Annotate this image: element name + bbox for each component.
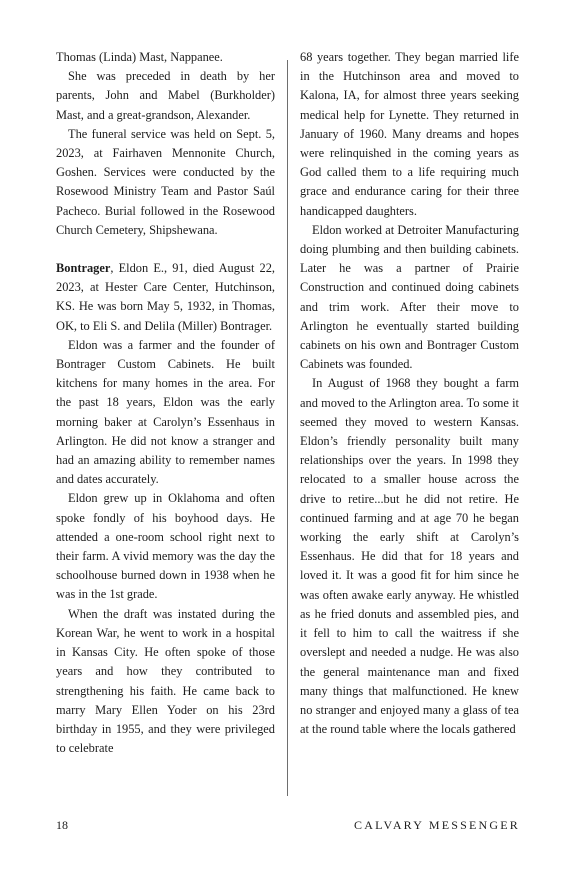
paragraph-funeral-service: The funeral service was held on Sept. 5, 2023, at Fairhaven Mennonite Church, Goshen. Services were conducted by the Rosewood Ministry Team and Pastor Saúl Pacheco. Burial followed in the Rosewood Church Cemetery, Shipshewana. [56, 126, 275, 237]
publication-name: CALVARY MESSENGER [354, 818, 520, 832]
left-column [56, 48, 275, 758]
paragraph-68-years: 68 years together. They began married life in the Hutchinson area and moved to Kalona, IA, for almost three years seeking medical help for Lynette. They returned in January of 1960. Many dreams and hopes were relinquished in the coming years as God called them to a life requiring much grace and endurance caring for their three handicapped daughters. [300, 50, 519, 218]
paragraph-grew-up-oklahoma: Eldon grew up in Oklahoma and often spoke fondly of his boyhood days. He attended a one-room school right next to their farm. A vivid memory was the day the schoolhouse burned down in 1938 when he was in the 1st grade. [56, 491, 275, 602]
paragraph-korean-war: When the draft was instated during the Korean War, he went to work in a hospital in Kansas City. He often spoke of those years and how they contributed to strengthening his faith. He came back to marry Mary Ellen Yoder on his 23rd birthday in 1955, and they were privileged to celebrate [56, 606, 275, 756]
right-column [300, 48, 519, 739]
paragraph-farmer-founder: Eldon was a farmer and the founder of Bontrager Custom Cabinets. He built kitchens for many homes in the area. For the past 18 years, Eldon was the early morning baker at Carolyn’s Essenhaus in Arlington. He did not know a stranger and had an amazing ability to remember names and dates accurately. [56, 337, 275, 487]
column-divider [287, 60, 288, 796]
paragraph-detroiter-manufacturing: Eldon worked at Detroiter Manufacturing doing plumbing and then building cabinets. Later he was a partner of Prairie Construction and continued doing cabinets and trim work. After their move to Arlington he eventually started building cabinets on his own and Bontrager Custom Cabinets was founded. [300, 222, 519, 372]
obituary-intro-text: , Eldon E., 91, died August 22, 2023, at Hester Care Center, Hutchinson, KS. He was born May 5, 1932, in Thomas, OK, to Eli S. and Delila (Miller) Bontrager. [56, 261, 275, 333]
obituary-intro-bontrager [56, 259, 275, 336]
obituary-continuation-line: Thomas (Linda) Mast, Nappanee. [56, 50, 223, 64]
paragraph-preceded-in-death: She was preceded in death by her parents, John and Mabel (Burkholder) Mast, and a great-grandson, Alexander. [56, 69, 275, 122]
obituary-surname: Bontrager [56, 261, 111, 276]
paragraph-arlington-farm: In August of 1968 they bought a farm and moved to the Arlington area. To some it seemed they moved to western Kansas. Eldon’s friendly personality built many relationships over the years. In 1998 they relocated to a smaller house across the drive to retire...but he did not retire. He continued farming and at age 70 he began working the early shift at Carolyn’s Essenhaus. He did that for 18 years and loved it. It was a good fit for him since he was often awake early anyway. He whistled as he fried donuts and assembled pies, and it fell to him to call the waitress if she overslept and needed a nudge. He was also the general maintenance man and fixed many things that malfunctioned. He knew no stranger and enjoyed many a glass of tea at the round table where the locals gathered [300, 376, 519, 737]
page-number: 18 [56, 818, 68, 832]
page-footer [56, 818, 520, 836]
